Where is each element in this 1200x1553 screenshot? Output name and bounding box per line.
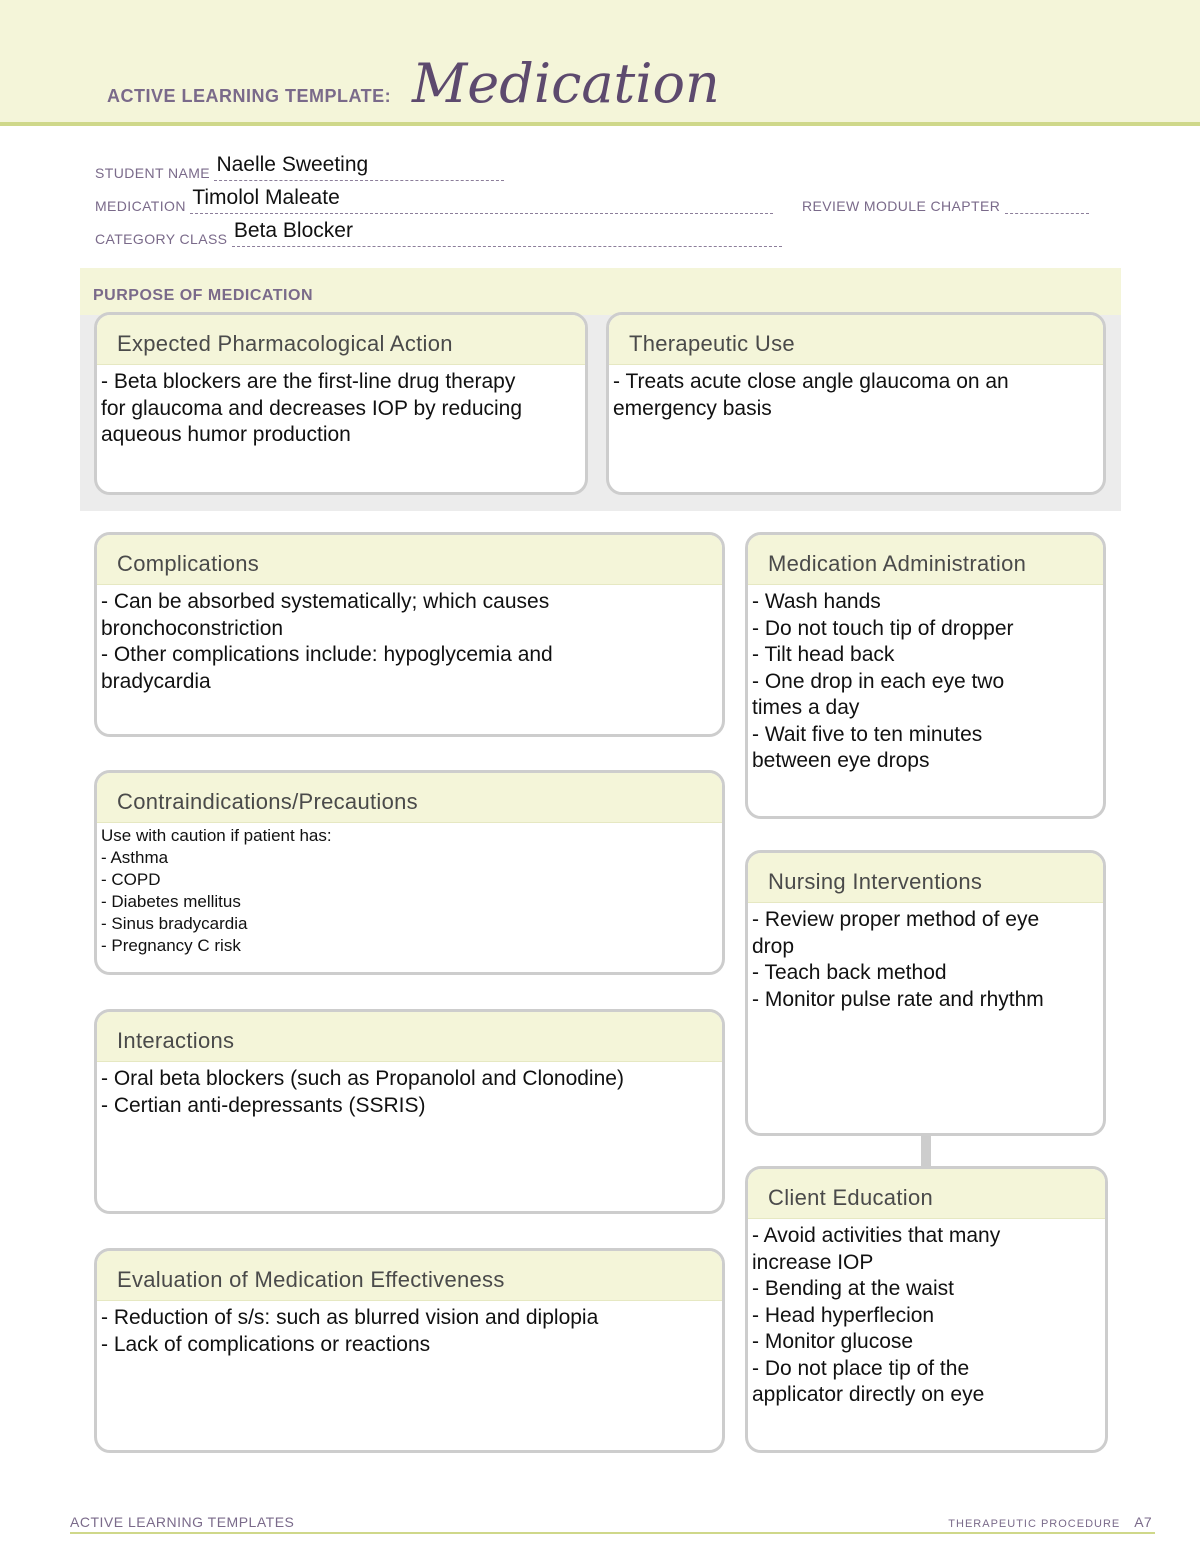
text-line: for glaucoma and decreases IOP by reducing	[101, 396, 523, 420]
text-line: - Teach back method	[752, 961, 947, 984]
text-line: - Wash hands	[752, 590, 881, 613]
contraindications-title: Contraindications/Precautions	[97, 773, 722, 823]
student-name-label: STUDENT NAME	[95, 165, 210, 181]
text-line: - Beta blockers are the first-line drug therapy	[101, 370, 516, 393]
category-class-field[interactable]	[232, 219, 782, 247]
therapeutic-use-text	[609, 365, 1103, 422]
text-line: - Treats acute close angle glaucoma on an	[613, 370, 1009, 393]
category-class-row	[95, 219, 782, 247]
text-line: - Reduction of s/s: such as blurred vision and diplopia	[101, 1306, 599, 1329]
student-name-field[interactable]	[214, 153, 504, 181]
complications-title: Complications	[97, 535, 722, 585]
text-line: bronchoconstriction	[101, 616, 284, 640]
text-line: - Do not place tip of the	[752, 1356, 970, 1380]
text-line: - Wait five to ten minutes	[752, 722, 983, 746]
administration-text	[748, 585, 1103, 775]
text-line: - Avoid activities that many	[752, 1224, 1001, 1247]
text-line: - Head hyperflecion	[752, 1303, 935, 1327]
medication-value: Timolol Maleate	[192, 186, 340, 209]
interactions-box[interactable]	[94, 1009, 725, 1214]
expected-action-title: Expected Pharmacological Action	[97, 315, 585, 365]
review-module-field[interactable]	[1005, 193, 1089, 214]
medication-row	[95, 186, 773, 214]
text-line: - COPD	[101, 870, 161, 889]
text-line: applicator directly on eye	[752, 1383, 985, 1406]
category-class-label: CATEGORY CLASS	[95, 231, 228, 247]
text-line: - Asthma	[101, 848, 169, 867]
therapeutic-use-box[interactable]	[606, 312, 1106, 495]
administration-box[interactable]	[745, 532, 1106, 819]
template-label: ACTIVE LEARNING TEMPLATE:	[107, 86, 392, 106]
text-line: - Certian anti-depressants (SSRIS)	[101, 1093, 426, 1117]
text-line: - Monitor pulse rate and rhythm	[752, 987, 1044, 1011]
text-line: - Tilt head back	[752, 643, 895, 666]
review-module-row	[802, 193, 1089, 214]
complications-box[interactable]	[94, 532, 725, 737]
text-line: emergency basis	[613, 396, 772, 420]
header-band	[0, 0, 1200, 126]
medication-label: MEDICATION	[95, 198, 186, 214]
expected-action-box[interactable]	[94, 312, 588, 495]
expected-action-text	[97, 365, 585, 449]
nursing-interventions-title: Nursing Interventions	[748, 853, 1103, 903]
footer-divider	[70, 1532, 1155, 1534]
category-class-value: Beta Blocker	[233, 219, 353, 242]
text-line: - Other complications include: hypoglycemia and	[101, 643, 553, 666]
evaluation-box[interactable]	[94, 1248, 725, 1453]
student-name-value: Naelle Sweeting	[216, 153, 369, 176]
evaluation-title: Evaluation of Medication Effectiveness	[97, 1251, 722, 1301]
text-line: - Can be absorbed systematically; which causes	[101, 590, 550, 613]
student-name-row	[95, 153, 504, 181]
footer-right	[948, 1514, 1152, 1530]
complications-text	[97, 585, 722, 695]
administration-title: Medication Administration	[748, 535, 1103, 585]
interactions-title: Interactions	[97, 1012, 722, 1062]
page-number: A7	[1134, 1514, 1152, 1530]
client-education-title: Client Education	[748, 1169, 1105, 1219]
therapeutic-use-title: Therapeutic Use	[609, 315, 1103, 365]
text-line: - Monitor glucose	[752, 1330, 914, 1353]
interactions-text	[97, 1062, 722, 1119]
text-line: drop	[752, 934, 795, 958]
nursing-interventions-text	[748, 903, 1103, 1013]
text-line: - Diabetes mellitus	[101, 892, 241, 911]
evaluation-text	[97, 1301, 722, 1358]
contraindications-text	[97, 823, 722, 957]
text-line: - Oral beta blockers (such as Propanolol and Clonodine)	[101, 1067, 624, 1090]
box-connector	[921, 1134, 931, 1166]
text-line: - Do not touch tip of dropper	[752, 616, 1014, 640]
text-line: - One drop in each eye two	[752, 669, 1005, 693]
text-line: - Lack of complications or reactions	[101, 1332, 431, 1356]
text-line: times a day	[752, 696, 860, 719]
text-line: bradycardia	[101, 669, 211, 693]
text-line: increase IOP	[752, 1250, 874, 1274]
text-line: aqueous humor production	[101, 423, 351, 446]
text-line: - Pregnancy C risk	[101, 936, 241, 955]
page-title: Medication	[412, 52, 720, 115]
text-line: - Bending at the waist	[752, 1277, 954, 1300]
text-line: - Review proper method of eye	[752, 908, 1040, 931]
text-line: - Sinus bradycardia	[101, 914, 248, 933]
footer-label: ACTIVE LEARNING TEMPLATES	[70, 1514, 295, 1530]
footer-procedure: THERAPEUTIC PROCEDURE	[948, 1518, 1121, 1530]
client-education-text	[748, 1219, 1105, 1409]
purpose-label: PURPOSE OF MEDICATION	[93, 287, 313, 304]
nursing-interventions-box[interactable]	[745, 850, 1106, 1136]
client-education-box[interactable]	[745, 1166, 1108, 1453]
medication-field[interactable]	[190, 186, 773, 214]
contraindications-box[interactable]	[94, 770, 725, 975]
review-module-label: REVIEW MODULE CHAPTER	[802, 198, 1001, 214]
text-line: between eye drops	[752, 749, 930, 772]
text-line: Use with caution if patient has:	[101, 826, 332, 845]
